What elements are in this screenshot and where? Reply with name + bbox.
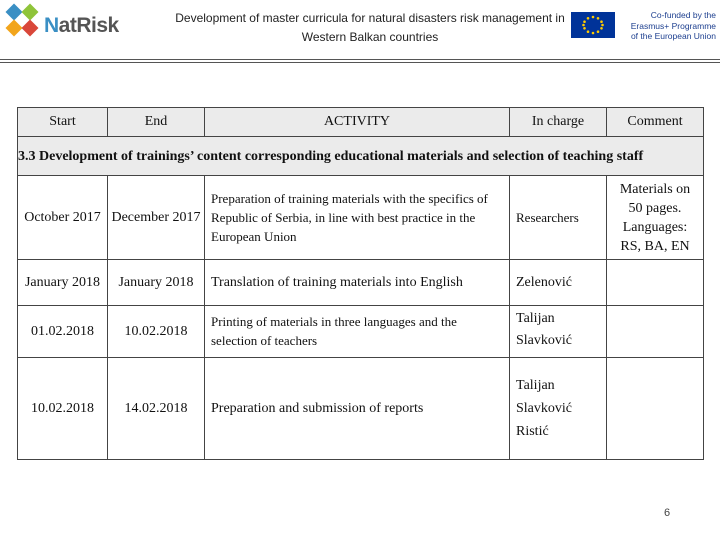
end-cell: 14.02.2018 [108,358,205,460]
table-row [18,176,704,260]
table-row [18,358,704,460]
in-charge-cell: Researchers [510,176,607,260]
table-row [18,306,704,358]
header-divider-secondary [0,62,720,63]
comment-cell [607,306,704,358]
header-activity: ACTIVITY [205,108,510,137]
comment-cell: Materials on 50 pages. Languages: RS, BA, EN [607,176,704,260]
eu-flag-icon [571,12,615,38]
in-charge-cell: Talijan Slavković [510,306,607,358]
table-row [18,260,704,306]
end-cell: December 2017 [108,176,205,260]
header-end: End [108,108,205,137]
in-charge-cell: Talijan Slavković Ristić [510,358,607,460]
comment-cell [607,358,704,460]
start-cell: 01.02.2018 [18,306,108,358]
in-charge-cell: Zelenović [510,260,607,306]
document-title [150,9,590,47]
activity-table [17,107,704,460]
end-cell: 10.02.2018 [108,306,205,358]
natrisk-emblem-icon [4,2,44,46]
table-header-row [18,108,704,137]
natrisk-logo [4,2,119,46]
activity-cell: Translation of training materials into English [205,260,510,306]
title-line-1: Development of master curricula for natural disasters risk management in [175,11,565,25]
header-start: Start [18,108,108,137]
header-comment: Comment [607,108,704,137]
page-number: 6 [664,507,671,519]
activity-cell: Printing of materials in three languages and the selection of teachers [205,306,510,358]
header-in-charge: In charge [510,108,607,137]
title-line-2: Western Balkan countries [301,30,439,44]
activity-cell: Preparation and submission of reports [205,358,510,460]
logo-wordmark: NatRisk [44,14,119,37]
section-row [18,137,704,176]
start-cell: October 2017 [18,176,108,260]
comment-cell [607,260,704,306]
start-cell: 10.02.2018 [18,358,108,460]
eu-cofunded-text: Co-funded by the Erasmus+ Programme of the European Union [630,10,716,41]
start-cell: January 2018 [18,260,108,306]
section-title: 3.3 Development of trainings’ content corresponding educational materials and selection of teaching staff [18,137,704,176]
header-divider [0,59,720,60]
activity-cell: Preparation of training materials with the specifics of Republic of Serbia, in line with best practice in the European Union [205,176,510,260]
end-cell: January 2018 [108,260,205,306]
